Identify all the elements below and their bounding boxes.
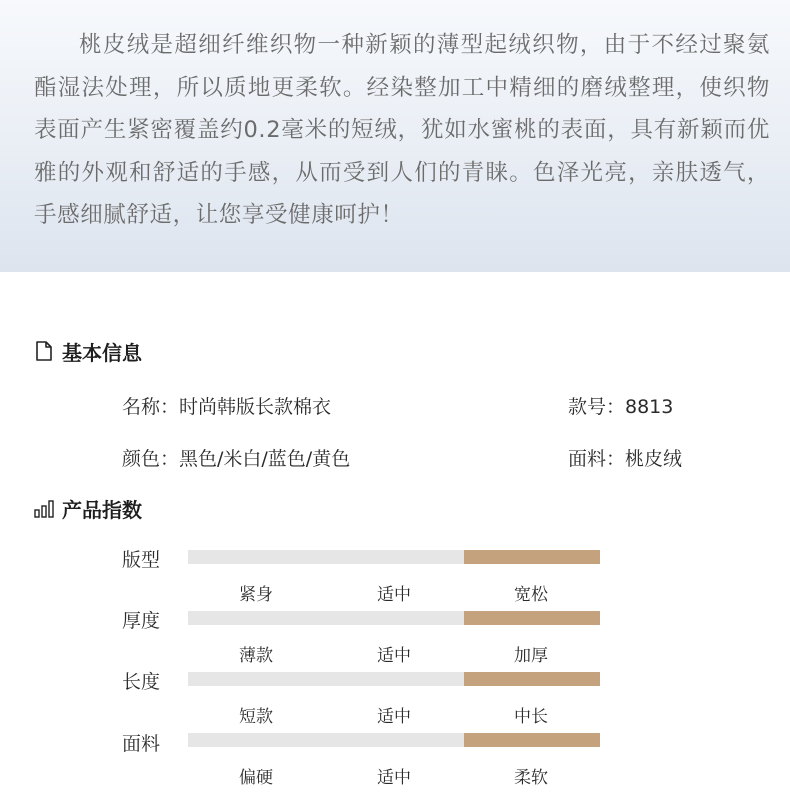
index-bar-track (188, 733, 600, 747)
index-bar-fill (464, 672, 600, 686)
scale-low: 偏硬 (239, 768, 273, 788)
product-model: 款号：8813 (568, 396, 674, 418)
index-bar-track (188, 672, 600, 686)
index-bar-track (188, 611, 600, 625)
product-name: 名称：时尚韩版长款棉衣 (122, 396, 332, 418)
bar-chart-icon (34, 497, 54, 519)
scale-mid: 适中 (377, 646, 411, 666)
index-bar-fill (464, 611, 600, 625)
index-label: 长度 (122, 671, 161, 693)
scale-mid: 适中 (377, 707, 411, 727)
index-label: 面料 (122, 733, 161, 755)
index-bar-fill (464, 550, 600, 564)
product-index-heading (34, 494, 142, 522)
index-bar-track (188, 550, 600, 564)
intro-banner (0, 0, 790, 272)
document-icon (34, 340, 54, 362)
scale-low: 薄款 (239, 646, 273, 666)
scale-high: 中长 (514, 707, 548, 727)
index-label: 厚度 (122, 610, 161, 632)
basic-info-title: 基本信息 (62, 340, 142, 365)
index-label: 版型 (122, 549, 161, 571)
index-bar-fill (464, 733, 600, 747)
scale-high: 宽松 (514, 585, 548, 605)
basic-info-heading (34, 337, 142, 365)
scale-mid: 适中 (377, 768, 411, 788)
scale-low: 紧身 (239, 585, 273, 605)
product-fabric: 面料：桃皮绒 (568, 448, 683, 470)
scale-low: 短款 (239, 707, 273, 727)
intro-paragraph: 桃皮绒是超细纤维织物一种新颖的薄型起绒织物，由于不经过聚氨酯湿法处理，所以质地更柔软。经染整加工中精细的磨绒整理，使织物表面产生紧密覆盖约0.2毫米的短绒，犹如水蜜桃的表面，具有新颖而优雅的外观和舒适的手感，从而受到人们的青睐。色泽光亮，亲肤透气，手感细腻舒适，让您享受健康呵护！ (34, 32, 770, 228)
product-colors: 颜色：黑色/米白/蓝色/黄色 (122, 448, 351, 470)
scale-high: 柔软 (514, 768, 548, 788)
scale-high: 加厚 (514, 646, 548, 666)
scale-mid: 适中 (377, 585, 411, 605)
product-index-title: 产品指数 (62, 497, 142, 522)
